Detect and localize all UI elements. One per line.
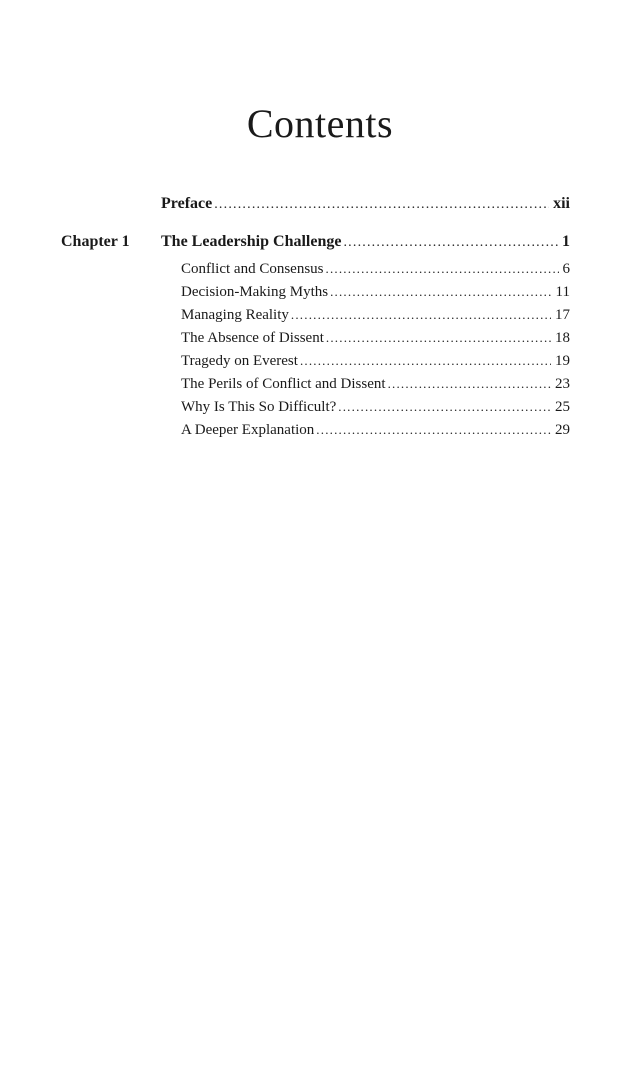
- toc-entry-label: Tragedy on Everest: [181, 353, 298, 369]
- chapter-number-label: Chapter 1: [61, 233, 130, 250]
- dot-leader: [330, 282, 551, 302]
- toc-page-number: 6: [562, 261, 570, 277]
- toc-entry-label: A Deeper Explanation: [181, 422, 315, 438]
- dot-leader: [338, 397, 551, 417]
- toc-entry-section: [181, 374, 570, 394]
- dot-leader: [326, 328, 551, 348]
- toc-page-number: 25: [555, 399, 570, 415]
- toc-entry-preface: [161, 194, 570, 215]
- toc-entry-label: Managing Reality: [181, 307, 289, 323]
- dot-leader: [316, 420, 551, 440]
- toc-entry-label: The Leadership Challenge: [161, 233, 342, 250]
- toc-entry-section: [181, 259, 570, 279]
- toc-page-number: 18: [555, 330, 570, 346]
- dot-leader: [300, 351, 551, 371]
- dot-leader: [343, 233, 558, 253]
- toc-entry-section: [181, 420, 570, 440]
- toc-page-number: 17: [555, 307, 570, 323]
- toc-entry-section: [181, 351, 570, 371]
- toc-entry-label: Decision-Making Myths: [181, 284, 329, 300]
- dot-leader: [388, 374, 551, 394]
- toc-entry-section: [181, 397, 570, 417]
- toc-page-number: 1: [562, 233, 570, 250]
- toc-entry-section: [181, 282, 570, 302]
- dot-leader: [326, 259, 559, 279]
- toc-entry-section: [181, 305, 570, 325]
- toc-entry-label: Why Is This So Difficult?: [181, 399, 337, 415]
- toc-entry-section: [181, 328, 570, 348]
- toc-entry-label: The Perils of Conflict and Dissent: [181, 376, 386, 392]
- toc-entry-label: Conflict and Consensus: [181, 261, 324, 277]
- dot-leader: [214, 195, 549, 215]
- dot-leader: [291, 305, 551, 325]
- toc-entry-label: The Absence of Dissent: [181, 330, 324, 346]
- toc-page-number: 11: [555, 284, 570, 300]
- toc-page-number: 19: [555, 353, 570, 369]
- toc-page-number: 23: [555, 376, 570, 392]
- toc-entry-chapter: [161, 232, 570, 253]
- toc-entry-label: Preface: [161, 195, 213, 212]
- toc-page-number: xii: [553, 195, 570, 212]
- page-title: Contents: [246, 101, 394, 146]
- toc-page-number: 29: [555, 422, 570, 438]
